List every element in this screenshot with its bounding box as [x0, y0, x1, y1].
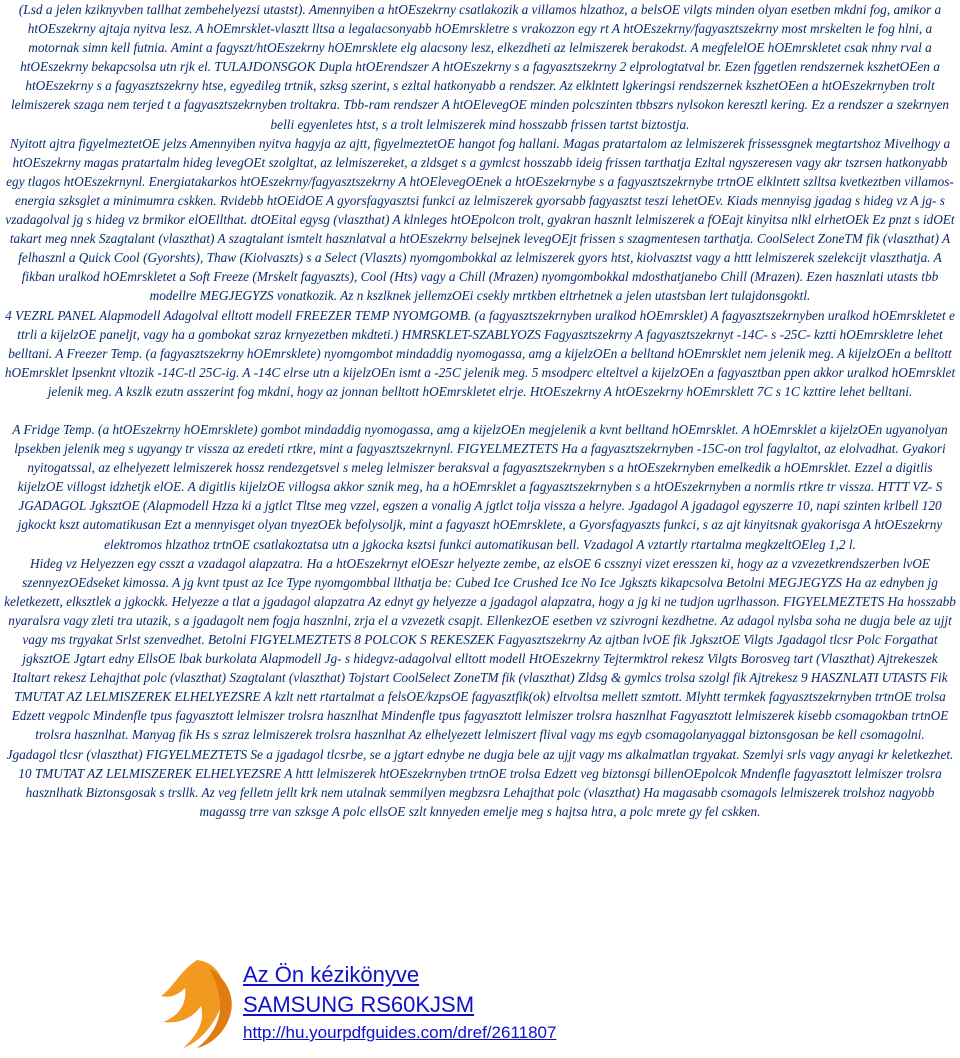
- paragraph-cold-water: Hideg vz Helyezzen egy csszt a vzadagol alapzatra. Ha a htOEszekrnyt elOEszr helyezte zembe, az elsOE 6 cssznyi vizet eresszen ki, hogy az a vzvezetkrendszerben lvOE szennyezOEdseket kimossa. A jg kvnt tpust az Ice Type nyomgombbal llthatja be: Cubed Ice Crushed Ice No Ice Jgkszts kikapcsolva Betolni MEGJEGYZS Ha az ednyben jg keletkezett, elksztlek a jgkockk. Helyezze a tlat a jgadagol alapzatra Az ednyt gy helyezze a jgadagol alapzatra, hogy a jg ki ne tudjon ugrlhasson. FIGYELMEZTETS Ha hosszabb nyaralsra vagy zleti tra utazik, s a jgadagolt nem fogja hasznlni, zrja el a vzvezetk csapjt. EllenkezOE esetben vz szivrogni kezdhetne. Az adagol nylsba soha ne dugja bele az ujjt vagy ms trgyakat Srlst szenvedhet. Betolni FIGYELMEZTETS 8 POLCOK S REKESZEK Fagyasztszekrny Az ajtban lvOE fik JgksztOE Vilgts Jgadagol tlcsr Polc Forgathat jgksztOE Jgtart edny EllsOE lbak burkolata Alapmodell Jg- s hidegvz-adagolval elltott modell HtOEszekrny Tejtermktrol rekesz Vilgts Borosveg tart (Vlaszthat) Ajtrekeszek Italtart rekesz Lehajthat polc (vlaszthat) Szagtalant (vlaszthat) Tojstart CoolSelect ZoneTM fik (vlaszthat) Zldsg & gymlcs trolsa szolgl fik Ajtrekesz 9 HASZNLATI UTASTS Fik TMUTAT AZ LELMISZEREK ELHELYEZSRE A kzlt nett rtartalmat a felsOE/kzpsOE fagyasztfik(ok) eltvoltsa mellett szmtott. Mlyhtt termkek fagyasztszekrnyben trtnOE trolsa Edzett vegpolc Mindenfle tpus fagyasztott lelmiszer trolsra hasznlhat Mindenfle tpus fagyasztott lelmiszer trolsra hasznlhat Fagyasztott lelmiszerek kisebb csomagokban trtnOE trolsra hasznlhat. Manyag fik Hs s szraz lelmiszerek trolsra hasznlhat Az elhelyezett lelmiszert flival vagy ms egyb csomagolanyaggal biztonsgosan be kell csomagolni.: [4, 555, 956, 743]
- paragraph-fridge-temp: A Fridge Temp. (a htOEszekrny hOEmrsklete) gombot mindaddig nyomogassa, amg a kijelzOEn megjelenik a kvnt belltand hOEmrsklet. A hOEmrsklet a kijelzOEn ugyanolyan lpsekben jelenik meg s ugyangy tr vissza az eredeti rtkre, mint a fagyasztszekrnynl. FIGYELMEZTETS Ha a fagyasztszekrnyben -15C-on trol fagylaltot, az elolvadhat. Gyakori nyitogatssal, az elhelyezett lelmiszerek hossz rendezgetsvel s meleg lelmiszer beraksval a fagyasztszekrnyben s a htOEszekrnyben emelkedik a hOEmrsklet. Ezzel a digitlis kijelzOE villogst idzhetjk elOE. A digitlis kijelzOE villogsa akkor sznik meg, ha a hOEmrsklet a fagyasztszekrnyben s a htOEszekrnyben a normlis rtkre tr vissza. HTTT VZ- S JGADAGOL JgksztOE (Alapmodell Hzza ki a jgtlct Tltse meg vzzel, egszen a vonalig A jgtlct tolja vissza a helyre. Jgadagol A jgadagol egyszerre 10, napi szinten krlbell 120 jgkockt kszt automatikusan Ezt a mennyisget olyan tnyezOEk befolysoljk, mint a fagyaszt hOEmrsklete, a Gyorsfagyaszts funkci, s az ajt kinyitsnak gyakorisga A htOEszekrny elektromos hlzathoz trtnOE csatlakoztatsa utn a jgkocka ksztsi funkci automatikusan bell. Vzadagol A vztartly rtartalma megkzeltOEleg 1,2 l.: [12, 421, 948, 552]
- paragraph-intro: (Lsd a jelen kziknyvben tallhat zembehelyezsi utastst). Amennyiben a htOEszekrny csatlakozik a villamos hlzathoz, a belsOE vilgts minden olyan esetben mkdni fog, amikor a htOEszekrny ajtaja nyitva lesz. A hOEmrsklet-vlasztt lltsa a legalacsonyabb hOEmrskletre s vrakozzon egy rt A htOEszekrny/fagyasztszekrny most mrskelten le fog hlni, a motornak simn kell futnia. Amint a fagyszt/htOEszekrny hOEmrsklete elg alacsony lesz, elkezdheti az lelmiszerek berakodst. A megfelelOE hOEmrskletet csak nhny rval a htOEszekrny bekapcsolsa utn rjk el. TULAJDONSGOK Dupla htOErendszer A htOEszekrny s a fagyasztszekrny 2 elprologtatval br. Ezen fggetlen rendszernek kszhetOEen a htOEszekrny s a fagyasztszekrny htse, egyedileg trtnik, szksg szerint, s ezltal hatkonyabb a rendszer. Az elklntett lgkeringsi rendszernek kszhetOEen a htOEszekrnyben trolt lelmiszerek szaga nem terjed t a fagyasztszekrnyben troltakra. Tbb-ram rendszer A htOElevegOE minden polcszinten tbbszrs nylsokon keresztl kering. Ez a rendszer a szekrnyen belli egyenletes htst, s a trolt lelmiszerek mind hosszabb frissen tartst biztostja.: [10, 2, 950, 132]
- ad-url-link[interactable]: http://hu.yourpdfguides.com/dref/2611807: [243, 1023, 557, 1042]
- paragraph-ice-funnel: Jgadagol tlcsr (vlaszthat) FIGYELMEZTETS Se a jgadagol tlcsrbe, se a jgtart ednybe ne dugja bele az ujjt vagy ms alkalmatlan trgyakat. Szemlyi srls vagy anyagi kr keletkezhet. 10 TMUTAT AZ LELMISZEREK ELHELYEZSRE A httt lelmiszerek htOEszekrnyben trtnOE trolsa Edzett veg biztonsgi billenOEpolcok Mndenfle fagyasztott lelmiszer trolsra hasznlhatk Biztonsgosak s trsllk. Az veg felletn jellt krk nem utalnak semmilyen megbzsra Lehajthat polc (vlaszthat) Ha magasabb csomagols lelmiszerek trolshoz nagyobb magassg trre van szksge A polc ellsOE szlt knnyeden emelje meg s hajtsa htra, a polc mrete gy fel cskken.: [6, 746, 954, 819]
- orange-pdf-logo-icon: [157, 958, 241, 1050]
- manual-ad-banner[interactable]: [157, 958, 757, 1054]
- paragraph-features: Nyitott ajtra figyelmeztetOE jelzs Amennyiben nyitva hagyja az ajtt, figyelmeztetOE hangot fog hallani. Magas pratartalom az lelmiszerek frissessgnek megtartshoz Mivelhogy a htOEszekrny magas pratartalm hideg levegOEt szolgltat, az lelmiszereket, a zldsget s a gymlcst hosszabb ideig frissen tarthatja Ezltal ngyszeresen vagy akr tszrsen hatkonyabb egy tlagos htOEszekrnynl. Energiatakarkos htOEszekrny/fagyasztszekrny A htOElevegOEnek a htOEszekrnybe s a fagyasztszekrnybe trtnOE elklntett szlltsa kvetkeztben villamos-energia szksglet a minimumra cskken. Rvidebb htOEidOE A gyorsfagyasztsi funkci az lelmiszerek gyorsabb fagyasztst teszi lehetOEv. Kiads mennyisg jgadag s hideg vz A jg- s vzadagolval jg s hideg vz brmikor elOEllthat. dtOEital egysg (vlaszthat) A klnleges htOEpolcon trolt, gyakran hasznlt lelmiszerek a fOEajt kinyitsa nlkl elrhetOEk Ez pnzt s idOEt takart meg nnek Szagtalant (vlaszthat) A szagtalant ismtelt hasznlatval a htOEszekrny belsejnek levegOEjt frissen s szagmentesen tarthatja. CoolSelect ZoneTM fik (vlaszthat) A felhasznl a Quick Cool (Gyorshts), Thaw (Kiolvaszts) s a Select (Vlaszts) nyomgombokkal az lelmiszerek gyors htst, kiolvasztst vagy a httt lelmiszerek szelekcijt vlaszthatja. A fikban uralkod hOEmrskletet a Soft Freeze (Mrskelt fagyaszts), Cool (Hts) vagy a Chill (Mrazen) nyomgombokkal mdosthatjanebo Chill (Mrazen). Ezen hasznlati utasts tbb modellre MEGJEGYZS vonatkozik. Az n kszlknek jellemzOEi csekly mrtkben eltrhetnek a jelen utastsban lert tulajdonsgoktl.: [5, 135, 955, 304]
- paragraph-control-panel: 4 VEZRL PANEL Alapmodell Adagolval elltott modell FREEZER TEMP NYOMGOMB. (a fagyasztszekrnyben uralkod hOEmrsklet) A fagyasztszekrnyben uralkod hOEmrskletet e ttrli a kijelzOE paneljt, vagy ha a gombokat szraz krnyezetben mkdteti.) HMRSKLET-SZABLYOZS Fagyasztszekrny A fagyasztszekrnyt -14C- s -25C- kztti hOEmrskletre lehet belltani. A Freezer Temp. (a fagyasztszekrny hOEmrsklete) nyomgombot mindaddig nyomogassa, amg a kijelzOEn a belltand hOEmrsklet nem jelenik meg. A kijelzOEn a belltott hOEmrsklet lpsenknt vltozik -14C-tl 25C-ig. A -14C elrse utn a kijelzOEn ismt a -25C jelenik meg. 5 msodperc elteltvel a kijelzOEn a fagyasztban ppen akkor uralkod hOEmrsklet jelenik meg. A kszlk ezutn asszerint fog mkdni, hogy az jonnan belltott hOEmrskletet elrje. HtOEszekrny A htOEszekrny hOEmrsklett 7C s 1C kzttire lehet belltani.: [4, 307, 956, 399]
- paragraph-spacer: [0, 401, 960, 420]
- ad-title-link[interactable]: Az Ön kézikönyve: [243, 962, 420, 987]
- ad-model-link[interactable]: SAMSUNG RS60KJSM: [243, 992, 475, 1017]
